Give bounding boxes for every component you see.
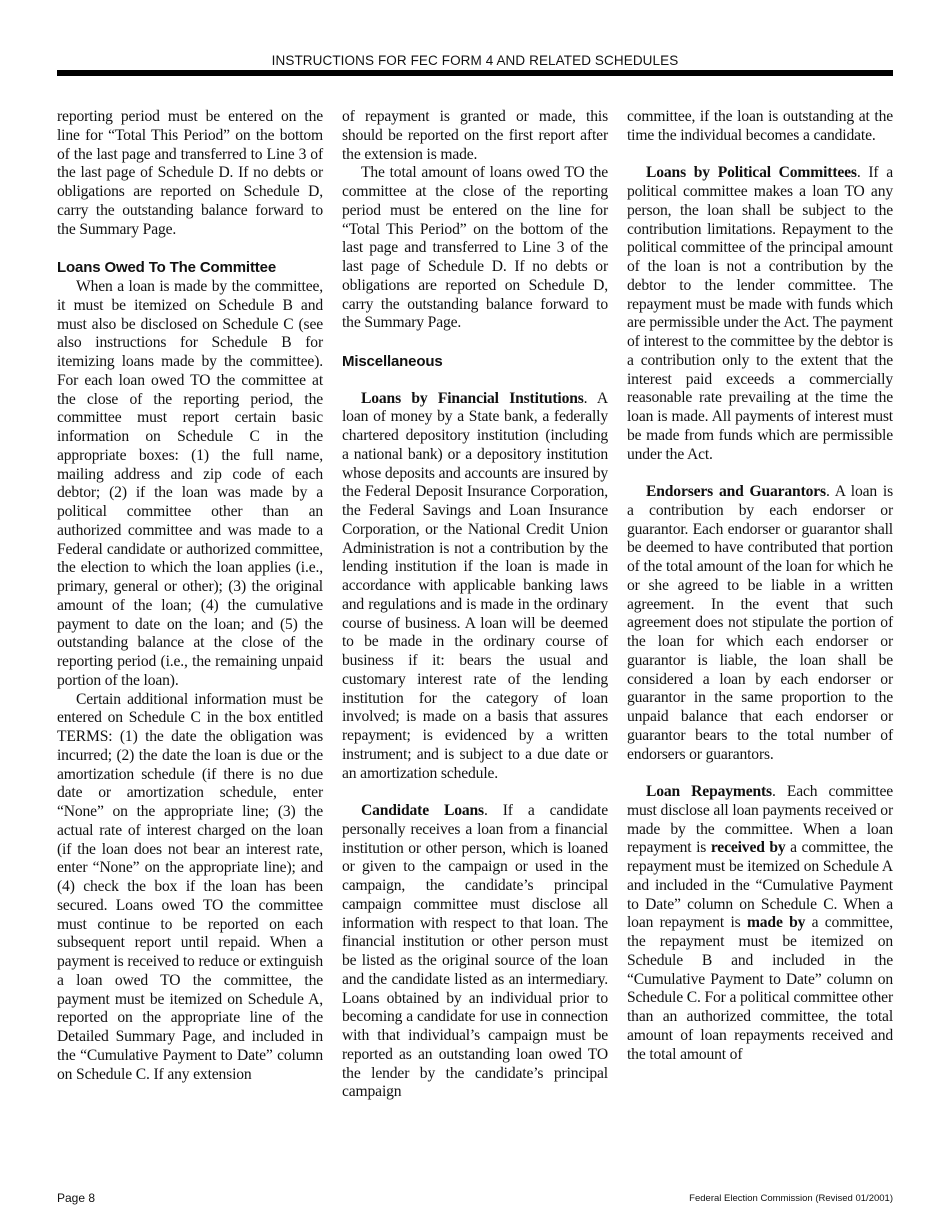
bold-run-in: made by [746,914,806,932]
paragraph [627,783,893,1064]
text-run: committee, if the loan is outstanding at the time the individual becomes a candidate. [627,108,893,144]
paragraph [57,108,323,239]
bold-run-in: Loans by Financial Institutions [361,389,584,407]
paragraph [627,108,893,146]
text-run: reporting period must be entered on the line for “Total This Period” on the bottom of the last page and transferred to Line 3 of the last page of Schedule D. If no debts or obligations are reported on Schedule D, carry the outstanding balance forward to the Summary Page. [57,108,323,238]
running-header: INSTRUCTIONS FOR FEC FORM 4 AND RELATED SCHEDULES [271,53,679,68]
footer-publisher: Federal Election Commission (Revised 01/2001) [689,1193,893,1204]
column-2 [342,108,608,1102]
text-run: The total amount of loans owed TO the committee at the close of the reporting period must be entered on the line for “Total This Period” on the bottom of the last page and transferred to Line 3 of the last page of Schedule D. If no debts or obligations are reported on Schedule D, carry the outstanding balance forward to the Summary Page. [342,164,608,332]
text-run: . If a candidate personally receives a loan from a financial institution or other person, which is loaned or given to the campaign or used in the campaign, the candidate’s principal campaign committee must disclose all information with respect to that loan. The financial institution or other person must be listed as the original source of the loan and the candidate listed as an intermediary. Loans obtained by an individual prior to becoming a candidate for use in connection with that individual’s campaign must be reported as an outstanding loan owed TO the lender by the candidate’s principal campaign [342,802,608,1101]
text-run: Miscellaneous [342,352,443,370]
text-run: Loans Owed To The Committee [57,259,277,276]
text-run: of repayment is granted or made, this should be reported on the first report after the extension is made. [342,108,608,163]
section-heading [57,258,323,277]
bold-run-in: received by [710,839,786,857]
text-run: Certain additional information must be entered on Schedule C in the box entitled TERMS: (1) the date the obligation was incurred; (2) the date the loan is due or the amortization schedule (if there is no due date or amortization schedule, enter “None” on the appropriate line; (3) the actual rate of interest charged on the loan (if the loan does not bear an interest rate, enter “None” on the appropriate line); and (4) check the box if the loan has been secured. Loans owed TO the committee must continue to be reported on each subsequent report until repaid. When a payment is received to reduce or extinguish a loan owed TO the committee, the payment must be itemized on Schedule A, reported on the appropriate line of the Detailed Summary Page, and included in the “Cumulative Payment to Date” column on Schedule C. If any extension [57,690,323,1083]
header-rule [57,70,893,76]
bold-run-in: Loans by Political Committees [646,164,857,182]
text-run: When a loan is made by the committee, it must be itemized on Schedule B and must also be disclosed on Schedule C (see also instructions for Schedule B for itemizing loans made by the committee). For each loan owed TO the committee at the close of the reporting period, the committee must report certain basic information on Schedule C in the appropriate boxes: (1) the full name, mailing address and zip code of each debtor; (2) if the loan was made by a political committee other than an authorized committee and was made to a Federal candidate or authorized committee, the election to which the loan applies (i.e., primary, general or other); (3) the original amount of the loan; (4) the cumulative payment to date on the loan; and (5) the outstanding balance at the close of the reporting period (i.e., the remaining unpaid portion of the loan). [57,278,323,689]
paragraph [57,278,323,691]
bold-run-in: Endorsers and Guarantors [646,483,826,500]
page-number: Page 8 [57,1191,96,1205]
text-run: a committee, the repayment must be itemized on Schedule B and included in the “Cumulative Payment to Date” column on Schedule C. For a political committee other than an authorized committee, the total amount of loan repayments received and the total amount of [627,914,893,1063]
paragraph [342,390,608,784]
bold-run-in: Candidate Loans [361,802,484,819]
column-1 [57,108,323,1084]
paragraph [57,691,323,1085]
bold-run-in: Loan Repayments [646,783,772,800]
paragraph [342,802,608,1102]
column-3 [627,108,893,1064]
text-run: . A loan of money by a State bank, a federally chartered depository institution (including a national bank) or a depository institution whose deposits and accounts are insured by the Federal Deposit Insurance Corporation, the Federal Savings and Loan Insurance Corporation, or the National Credit Union Administration is not a contribution by the lending institution if the loan is made in accordance with applicable banking laws and regulations and is made in the ordinary course of business. A loan will be deemed to be made in the ordinary course of business if it: bears the usual and customary interest rate of the lending institution for the category of loan involved; is made on a basis that assures repayment; is evidenced by a written instrument; and is subject to a due date or an amortization schedule. [342,389,608,782]
paragraph [342,164,608,333]
text-run: . Each committee must disclose all loan payments received or made by the committee. When a loan repayment is [627,783,894,857]
paragraph [627,483,893,764]
text-run: . If a political committee makes a loan TO any person, the loan shall be subject to the contribution limitations. Repayment to the political committee of the principal amount of the loan is not a contribution by the debtor to the lender committee. The repayment must be made with funds which are permissible under the Act. The payment of interest to the committee by the debtor is a contribution only to the extent that the interest paid exceeds a commercially reasonable rate prevailing at the time the loan is made. All payments of interest must be made from funds which are permissible under the Act. [627,164,894,463]
paragraph [627,164,893,464]
section-heading [342,352,608,371]
text-run: . A loan is a contribution by each endorser or guarantor. Each endorser or guarantor shall be deemed to have contributed that portion of the total amount of the loan for which he or she agreed to be liable in a written agreement. In the event that such agreement does not stipulate the portion of the loan for which each endorser or guarantor is liable, the loan shall be considered a loan by each endorser or guarantor in the same proportion to the unpaid balance that each endorser or guarantor bears to the total number of endorsers or guarantors. [627,483,893,763]
paragraph [342,108,608,164]
text-run: a committee, the repayment must be itemized on Schedule A and included in the “Cumulative Payment to Date” column on Schedule C. When a loan repayment is [627,839,893,932]
